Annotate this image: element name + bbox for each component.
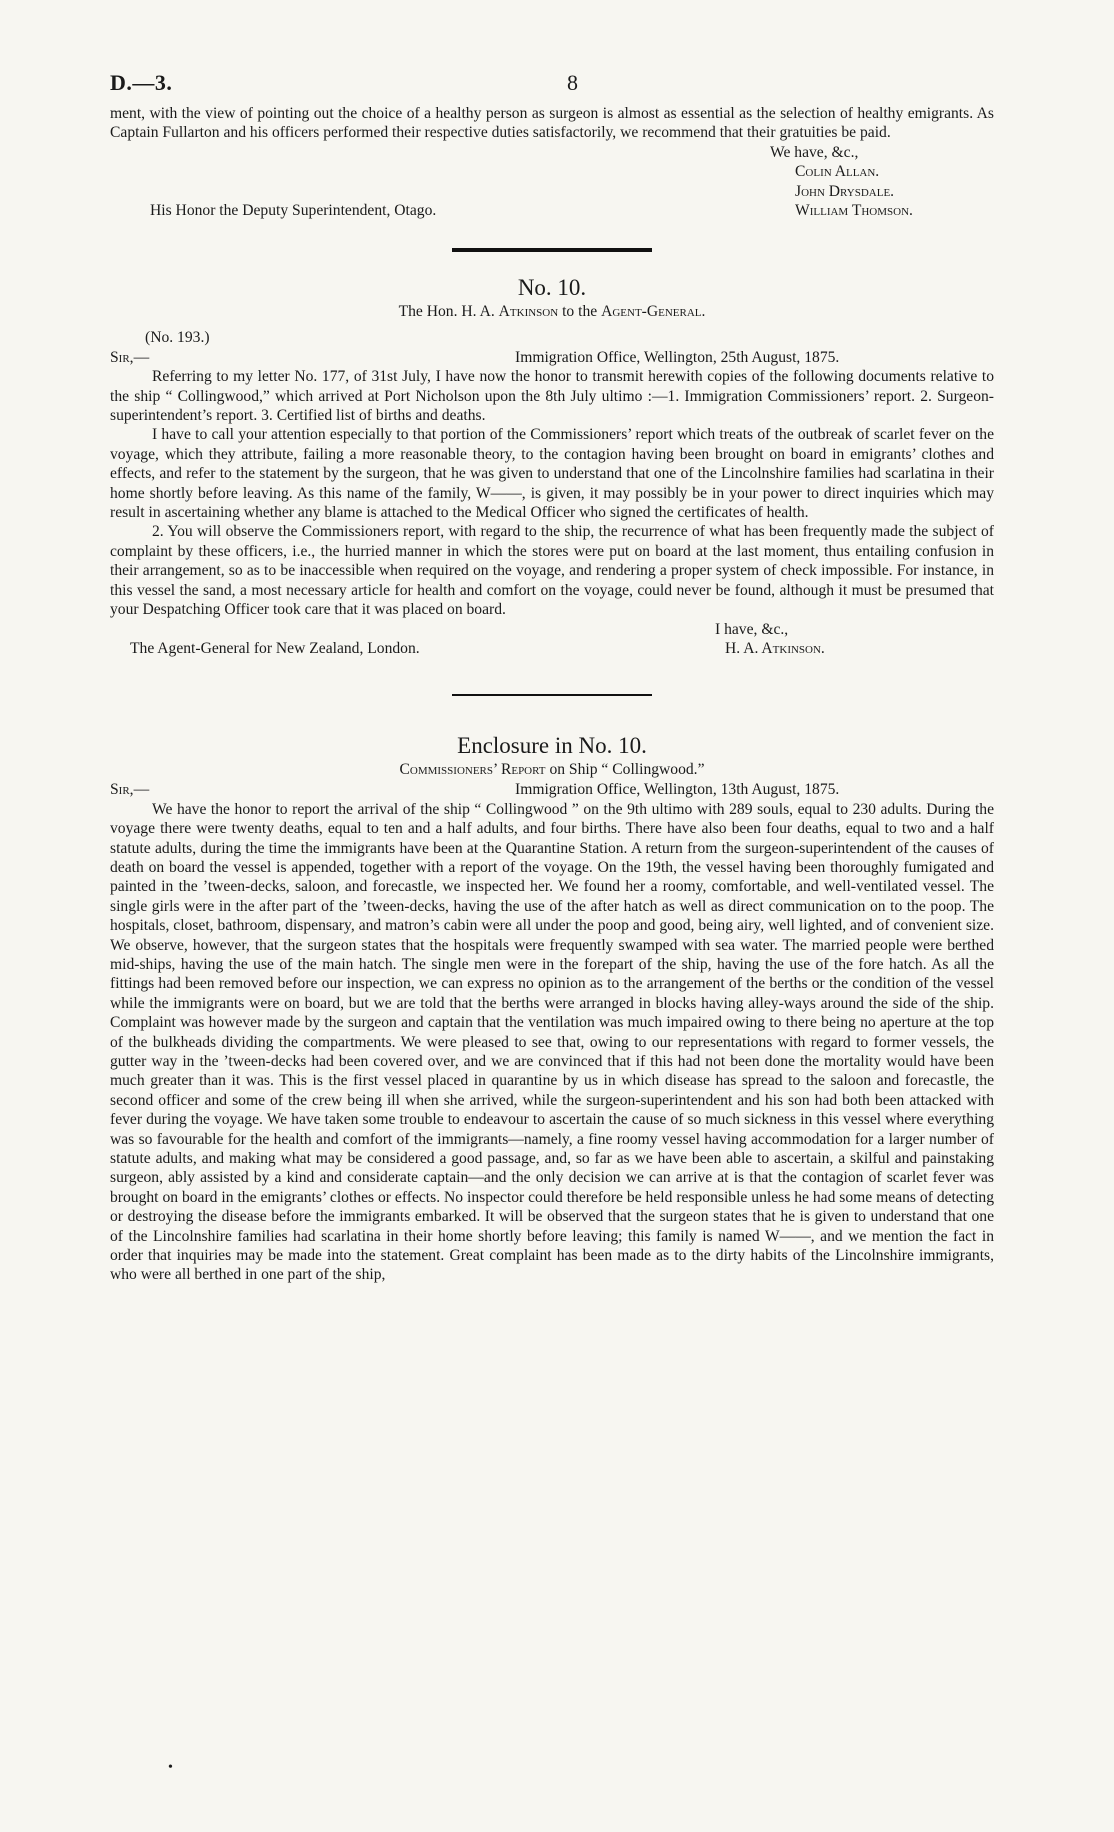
signatory-colin-allan: Colin Allan. [795, 163, 880, 181]
enclosure-divider [452, 694, 652, 696]
signatory-william-thomson: William Thomson. [795, 202, 913, 220]
letter-signature-block [110, 620, 994, 639]
enclosure-salutation-line [110, 780, 994, 799]
intro-closing: We have, &c., [770, 143, 859, 161]
letter-dateline: Immigration Office, Wellington, 25th August, 1875. [515, 348, 840, 366]
intro-addressee: His Honor the Deputy Superintendent, Otago. [150, 202, 437, 220]
letter-closing: I have, &c., [715, 620, 789, 638]
letter-subtitle [110, 302, 994, 322]
signatory-john-drysdale: John Drysdale. [795, 182, 895, 200]
intro-addressee-line [110, 201, 994, 220]
letter-to-word: to the [562, 303, 598, 321]
letter-paragraph-3: 2. You will observe the Commissioners report, with regard to the ship, the recurrence of what has been frequently made the subject of complaint by these officers, i.e., the hurried manner in which the stores were put on board at the last moment, thus entailing confusion in their arrangement, so as to be inaccessible when required on the voyage, and rendering a proper system of check impossible. For instance, in this vessel the sand, a most necessary article for health and comfort on the voyage, could never be found, although it must be presumed that your Despatching Officer took care that it was placed on board. [110, 523, 994, 619]
letter-salutation: Sir,— [110, 348, 150, 366]
enclosure-dateline: Immigration Office, Wellington, 13th August, 1875. [515, 781, 840, 799]
letter-from-name: Atkinson [498, 303, 559, 321]
footer-mark: • [168, 1760, 173, 1775]
enclosure-salutation: Sir,— [110, 781, 150, 799]
signatory-line-2 [795, 182, 994, 201]
intro-signature-block [110, 143, 994, 201]
enclosure-title: Enclosure in No. 10. [457, 733, 647, 759]
page-header [110, 70, 994, 104]
enclosure-subtitle-rest: on Ship “ Collingwood.” [549, 761, 705, 779]
letter-addressee: The Agent-General for New Zealand, London. [130, 639, 420, 657]
letter-title: No. 10. [517, 275, 587, 301]
letter-from-prefix: The Hon. H. A. [398, 303, 495, 321]
document-reference: D.—3. [110, 70, 173, 95]
letter-paragraph-1: Referring to my letter No. 177, of 31st July, I have now the honor to transmit herewith copies of the following documents relative to the ship “ Collingwood,” which arrived at Port Nicholson upon the 8th July ultimo :—1. Immigration Commissioners’ report. 2. Surgeon-superintendent’s report. 3. Certified list of births and deaths. [110, 368, 994, 425]
letter-reference-number: (No. 193.) [145, 329, 210, 347]
intro-paragraph: ment, with the view of pointing out the choice of a healthy person as surgeon is almost as essential as the selection of healthy emigrants. As Captain Fullarton and his officers performed their respective duties satisfactorily, we recommend that their gratuities be paid. [110, 105, 994, 142]
enclosure-body: We have the honor to report the arrival of the ship “ Collingwood ” on the 9th ultimo with 289 souls, equal to 230 adults. During the voyage there were twenty deaths, equal to ten and a half adults, and four births. There have also been four deaths, equal to two and a half statute adults, during the time the immigrants have been at the Quarantine Station. A return from the surgeon-superintendent of the causes of death on board the vessel is appended, together with a report of the voyage. On the 19th, the vessel having been thoroughly fumigated and painted in the ’tween-decks, saloon, and forecastle, we inspected her. We found her a roomy, comfortable, and well-ventilated vessel. The single girls were in the after part of the ’tween-decks, having the use of the after hatch as well as direct communication on to the poop. The hospitals, closet, bathroom, dispensary, and matron’s cabin were all under the poop and good, being airy, well lighted, and of convenient size. We observe, however, that the surgeon states that the hospitals were frequently swamped with sea water. The married people were berthed mid-ships, having the use of the main hatch. The single men were in the forepart of the ship, having the use of the fore hatch. As all the fittings had been removed before our inspection, we can express no opinion as to the arrangement of the berths or the condition of the vessel while the immigrants were on board, but we are told that the berths were arranged in blocks having alley-ways around the side of the ship. Complaint was however made by the surgeon and captain that the ventilation was much impaired owing to there being no aperture at the top of the bulkheads dividing the compartments. We were pleased to see that, owing to our representations with regard to former vessels, the gutter way in the ’tween-decks had been covered over, and we are convinced that if this had not been done the mortality would have been much greater than it was. This is the first vessel placed in quarantine by us in which disease has spread to the saloon and forecastle, the second officer and some of the crew being ill when she arrived, while the surgeon-superintendent and his son had both been attacked with fever during the voyage. We have taken some trouble to endeavour to ascertain the cause of so much sickness in this vessel where everything was so favourable for the health and comfort of the immigrants—namely, a fine roomy vessel having accommodation for a larger number of statute adults, and making what may be considered a good passage, and, so far as we have been able to ascertain, a skilful and painstaking surgeon, ably assisted by a kind and considerate captain—and the only decision we can arrive at is that the contagion of scarlet fever was brought on board in the emigrants’ clothes or effects. No inspector could therefore be held responsible unless he had some means of detecting or destroying the disease before the immigrants embarked. It will be observed that the surgeon states that he is given to understand that one of the Lincolnshire families had scarlatina in their home shortly before leaving; this family is named W——, and we mention the fact in order that inquiries may be made into the statement. Great complaint has been made as to the dirty habits of the Lincolnshire immigrants, who were all berthed in one part of the ship, [110, 800, 994, 1284]
letter-salutation-line [110, 348, 994, 367]
letter-to-name: Agent-General. [601, 303, 706, 321]
letter-paragraph-2: I have to call your attention especially to that portion of the Commissioners’ report which treats of the outbreak of scarlet fever on the voyage, which they attribute, failing a more reasonable theory, to the contagion having been brought on board in emigrants’ clothes and effects, and refer to the statement by the surgeon, that he was given to understand that one of the Lincolnshire families had scarlatina in their home shortly before leaving. As this name of the family, W——, is given, it may possibly be in your power to direct inquiries which may result in ascertaining whether any blame is attached to the Medical Officer who signed the certificates of health. [110, 426, 994, 522]
section-divider [452, 248, 652, 252]
enclosure-subtitle-caps: Commissioners’ Report [399, 761, 546, 779]
page-number: 8 [567, 70, 578, 95]
letter-signatory: H. A. Atkinson. [725, 639, 825, 657]
letter-addressee-line [110, 639, 994, 658]
enclosure-subtitle [110, 760, 994, 780]
signatory-line-1 [795, 162, 994, 181]
